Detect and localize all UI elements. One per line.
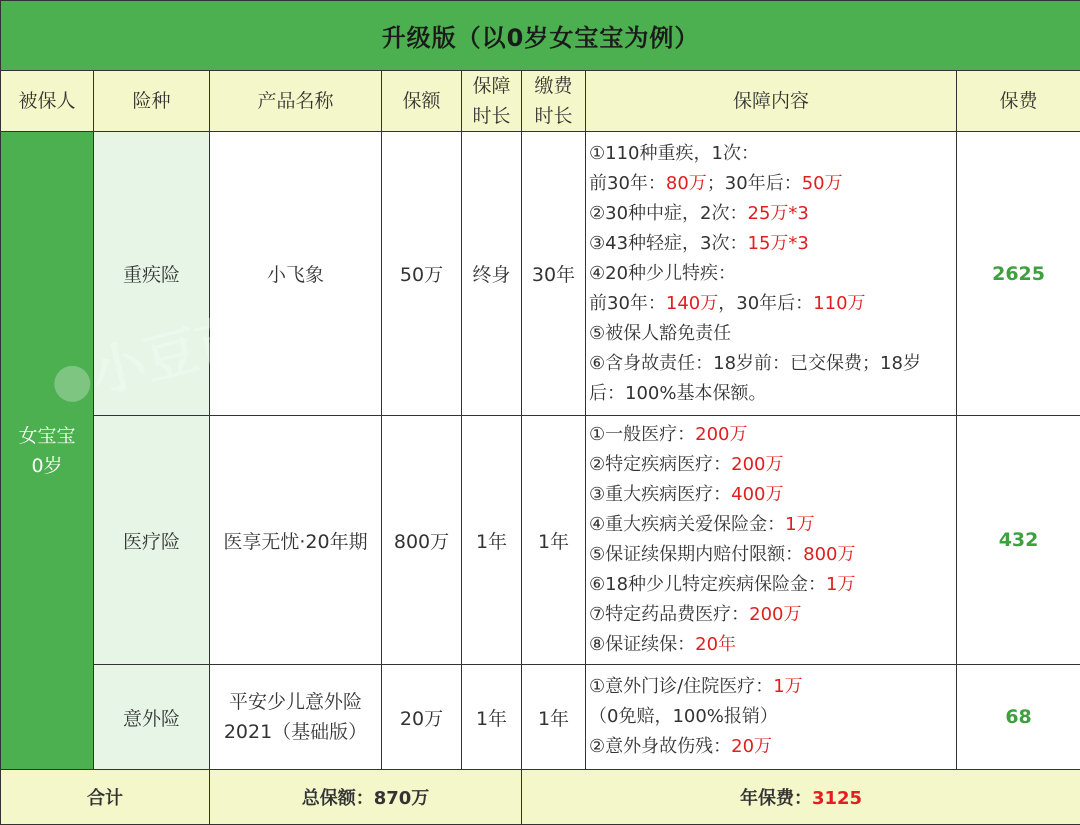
insured-age: 0岁 bbox=[1, 451, 93, 481]
premium-value: 432 bbox=[957, 416, 1080, 665]
coverage-details bbox=[586, 665, 957, 770]
coverage-details bbox=[586, 416, 957, 665]
detail-line: 前30年：80万；30年后：50万 bbox=[589, 169, 952, 199]
product-name: 小飞象 bbox=[210, 132, 382, 416]
footer-row bbox=[1, 770, 1080, 825]
coverage-term: 1年 bbox=[462, 416, 522, 665]
product-name-line2: 2021（基础版） bbox=[210, 717, 381, 747]
annual-premium-value: 3125 bbox=[812, 788, 862, 809]
payment-term: 30年 bbox=[522, 132, 586, 416]
detail-line: ③43种轻症，3次：15万*3 bbox=[589, 229, 952, 259]
header-product: 产品名称 bbox=[210, 71, 382, 132]
header-type: 险种 bbox=[94, 71, 210, 132]
detail-line: ⑤保证续保期内赔付限额：800万 bbox=[589, 540, 952, 570]
detail-line: ②30种中症，2次：25万*3 bbox=[589, 199, 952, 229]
header-pay-line1: 缴费 bbox=[522, 71, 585, 101]
detail-line: ②意外身故伤残：20万 bbox=[589, 732, 952, 762]
header-term-line2: 时长 bbox=[462, 101, 521, 131]
title-row bbox=[1, 1, 1080, 71]
total-coverage bbox=[210, 770, 522, 825]
table-row bbox=[1, 416, 1080, 665]
payment-term: 1年 bbox=[522, 665, 586, 770]
footer-label: 合计 bbox=[1, 770, 210, 825]
payment-term: 1年 bbox=[522, 416, 586, 665]
detail-line: ③重大疾病医疗：400万 bbox=[589, 480, 952, 510]
annual-premium-label: 年保费： bbox=[740, 788, 812, 809]
detail-line: ①意外门诊/住院医疗：1万 bbox=[589, 672, 952, 702]
detail-line: ①一般医疗：200万 bbox=[589, 420, 952, 450]
detail-line: ②特定疾病医疗：200万 bbox=[589, 450, 952, 480]
table-row bbox=[1, 132, 1080, 416]
detail-line: ⑧保证续保：20年 bbox=[589, 630, 952, 660]
insurance-type: 医疗险 bbox=[94, 416, 210, 665]
header-term-line1: 保障 bbox=[462, 71, 521, 101]
premium-value: 2625 bbox=[957, 132, 1080, 416]
detail-line: ①110种重疾，1次： bbox=[589, 139, 952, 169]
detail-line: ⑥18种少儿特定疾病保险金：1万 bbox=[589, 570, 952, 600]
coverage-details bbox=[586, 132, 957, 416]
annual-premium bbox=[522, 770, 1080, 825]
product-name bbox=[210, 665, 382, 770]
insured-cell bbox=[1, 132, 94, 770]
detail-line: ④20种少儿特疾： bbox=[589, 259, 952, 289]
coverage-term: 1年 bbox=[462, 665, 522, 770]
header-insured: 被保人 bbox=[1, 71, 94, 132]
detail-line: ④重大疾病关爱保险金：1万 bbox=[589, 510, 952, 540]
detail-line: 前30年：140万，30年后：110万 bbox=[589, 289, 952, 319]
header-content: 保障内容 bbox=[586, 71, 957, 132]
coverage-amount: 800万 bbox=[382, 416, 462, 665]
header-pay-line2: 时长 bbox=[522, 101, 585, 131]
product-name-line1: 平安少儿意外险 bbox=[210, 687, 381, 717]
coverage-term: 终身 bbox=[462, 132, 522, 416]
insurance-type: 重疾险 bbox=[94, 132, 210, 416]
detail-line: ⑤被保人豁免责任 bbox=[589, 319, 952, 349]
header-premium: 保费 bbox=[957, 71, 1080, 132]
insurance-type: 意外险 bbox=[94, 665, 210, 770]
header-pay bbox=[522, 71, 586, 132]
detail-line: 后：100%基本保额。 bbox=[589, 379, 952, 409]
insured-label: 女宝宝 bbox=[1, 421, 93, 451]
table-row bbox=[1, 665, 1080, 770]
detail-line: （0免赔，100%报销） bbox=[589, 702, 952, 732]
premium-value: 68 bbox=[957, 665, 1080, 770]
table-title: 升级版（以0岁女宝宝为例） bbox=[1, 1, 1080, 71]
coverage-amount: 20万 bbox=[382, 665, 462, 770]
watermark-text: 小豆苗 bbox=[85, 305, 257, 405]
coverage-amount: 50万 bbox=[382, 132, 462, 416]
header-term bbox=[462, 71, 522, 132]
total-coverage-label: 总保额： bbox=[302, 788, 374, 809]
product-name: 医享无忧·20年期 bbox=[210, 416, 382, 665]
header-row bbox=[1, 71, 1080, 132]
detail-line: ⑥含身故责任：18岁前：已交保费；18岁 bbox=[589, 349, 952, 379]
total-coverage-value: 870万 bbox=[374, 788, 430, 809]
header-amount: 保额 bbox=[382, 71, 462, 132]
detail-line: ⑦特定药品费医疗：200万 bbox=[589, 600, 952, 630]
